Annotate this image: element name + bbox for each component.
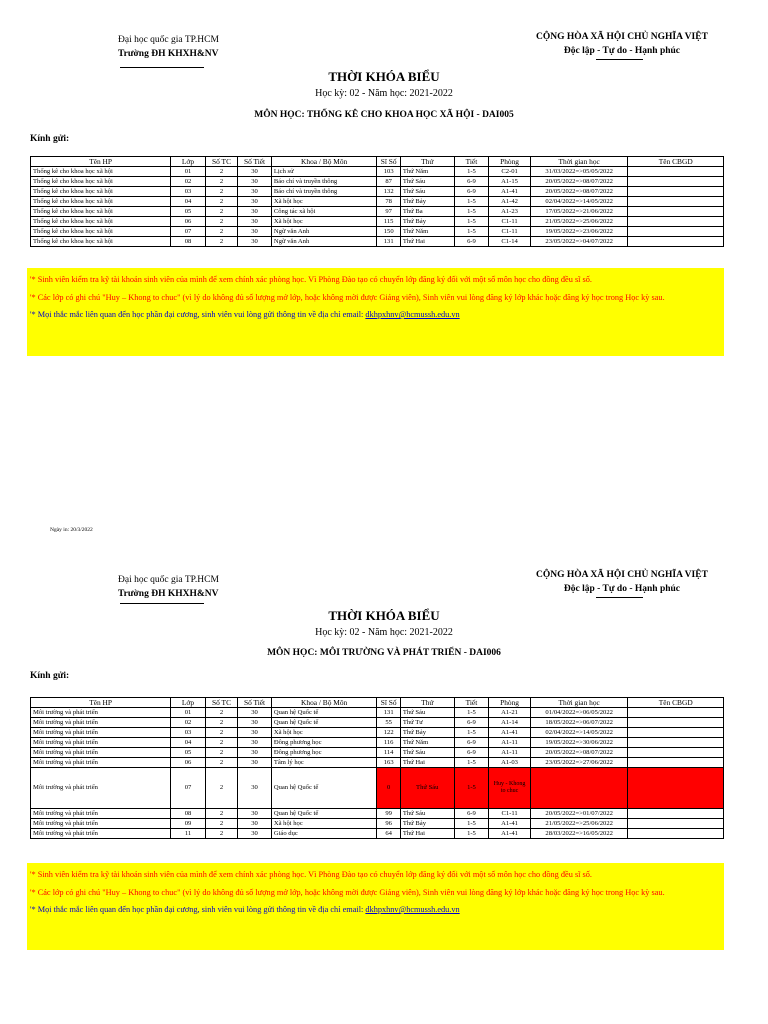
cell-lecturer	[628, 237, 724, 247]
header-credits: Số TC	[205, 157, 238, 167]
cell-periods: 30	[238, 768, 272, 809]
header-enrollment: Sĩ Số	[377, 698, 400, 708]
subject-title: MÔN HỌC: THỐNG KÊ CHO KHOA HỌC XÃ HỘI - DAI005	[254, 110, 514, 120]
cell-class: 09	[171, 819, 206, 829]
cell-weekday: Thứ Sáu	[400, 809, 454, 819]
cell-date-range	[530, 768, 628, 809]
cell-credits: 2	[205, 167, 238, 177]
cell-course-name: Môi trường và phát triển	[31, 748, 171, 758]
cell-class: 03	[171, 728, 206, 738]
cell-class: 06	[171, 758, 206, 768]
cell-lecturer	[628, 819, 724, 829]
greeting: Kính gửi:	[30, 134, 70, 144]
schedule-table	[30, 697, 724, 839]
cell-session: 6-9	[454, 718, 489, 728]
cell-class: 08	[171, 809, 206, 819]
university-name: Đại học quốc gia TP.HCM	[118, 35, 219, 45]
cell-room: C1-11	[489, 217, 531, 227]
cell-class: 04	[171, 738, 206, 748]
cell-lecturer	[628, 207, 724, 217]
cell-room: A1-41	[489, 187, 531, 197]
cell-periods: 30	[238, 718, 272, 728]
cell-date-range: 20/05/2022=>08/07/2022	[530, 748, 628, 758]
cell-class: 08	[171, 237, 206, 247]
table-row	[31, 829, 724, 839]
cell-lecturer	[628, 197, 724, 207]
cell-lecturer	[628, 809, 724, 819]
cell-session: 6-9	[454, 187, 489, 197]
cell-date-range: 21/05/2022=>25/06/2022	[530, 217, 628, 227]
cell-class: 11	[171, 829, 206, 839]
table-row	[31, 197, 724, 207]
cell-periods: 30	[238, 758, 272, 768]
cell-weekday: Thứ Năm	[400, 227, 454, 237]
country-name: CỘNG HÒA XÃ HỘI CHỦ NGHĨA VIỆT	[536, 570, 708, 580]
cell-lecturer	[628, 187, 724, 197]
cell-enrollment: 115	[377, 217, 400, 227]
cell-department: Xã hội học	[271, 197, 377, 207]
cell-enrollment: 114	[377, 748, 400, 758]
cell-class: 02	[171, 718, 206, 728]
notice-cancelled: '* Các lớp có ghi chú "Huy – Khong to chuc" (vì lý do không đủ số lượng mở lớp, hoặc không mời được Giảng viên), Sinh viên vui lòng đăng ký lớp khác hoặc đăng ký học trong Học kỳ sau.	[30, 887, 665, 897]
cell-room: A1-42	[489, 197, 531, 207]
cell-weekday: Thứ Tư	[400, 718, 454, 728]
notice-contact	[30, 905, 721, 916]
cell-session: 1-5	[454, 708, 489, 718]
cell-enrollment: 131	[377, 708, 400, 718]
cell-enrollment: 87	[377, 177, 400, 187]
cell-credits: 2	[205, 197, 238, 207]
table-row	[31, 758, 724, 768]
cell-credits: 2	[205, 207, 238, 217]
cell-course-name: Thống kê cho khoa học xã hội	[31, 167, 171, 177]
header-date-range: Thời gian học	[530, 157, 628, 167]
cell-credits: 2	[205, 758, 238, 768]
cell-date-range: 01/04/2022=>06/05/2022	[530, 708, 628, 718]
cell-class: 02	[171, 177, 206, 187]
cell-department: Báo chí và truyền thông	[271, 187, 377, 197]
email-link[interactable]: dkhpxhnv@hcmussh.edu.vn	[365, 905, 460, 914]
notice-contact-text: '* Mọi thắc mắc liên quan đến học phần đại cương, sinh viên vui lòng gửi thông tin về địa chỉ email:	[30, 905, 366, 914]
table-row	[31, 187, 724, 197]
cell-class: 03	[171, 187, 206, 197]
cell-periods: 30	[238, 207, 272, 217]
cell-enrollment: 64	[377, 829, 400, 839]
header-lecturer: Tên CBGD	[628, 698, 724, 708]
faculty-name: Trường ĐH KHXH&NV	[118, 49, 219, 59]
cell-credits: 2	[205, 708, 238, 718]
cell-session: 1-5	[454, 829, 489, 839]
cell-periods: 30	[238, 708, 272, 718]
print-date: Ngày in: 20/3/2022	[50, 527, 93, 533]
cell-session: 6-9	[454, 738, 489, 748]
cell-course-name: Môi trường và phát triển	[31, 758, 171, 768]
cell-course-name: Thống kê cho khoa học xã hội	[31, 237, 171, 247]
cell-course-name: Thống kê cho khoa học xã hội	[31, 227, 171, 237]
cell-session: 6-9	[454, 177, 489, 187]
cell-credits: 2	[205, 728, 238, 738]
table-row	[31, 227, 724, 237]
cell-session: 1-5	[454, 819, 489, 829]
notice-classroom: '* Sinh viên kiểm tra kỹ tài khoản sinh viên của mình để xem chính xác phòng học. Vì Phòng Đào tạo có chuyển lớp đăng ký đối với một số môn học cho đồng đều sĩ số.	[30, 275, 593, 284]
cell-room: A1-14	[489, 718, 531, 728]
header-weekday: Thứ	[400, 698, 454, 708]
notice-contact	[30, 310, 721, 321]
cell-date-range: 31/03/2022=>05/05/2022	[530, 167, 628, 177]
schedule-section-2	[0, 540, 768, 1024]
cell-course-name: Môi trường và phát triển	[31, 708, 171, 718]
cell-course-name: Thống kê cho khoa học xã hội	[31, 217, 171, 227]
cell-course-name: Môi trường và phát triển	[31, 738, 171, 748]
cell-weekday: Thứ Ba	[400, 207, 454, 217]
cell-department: Quan hệ Quốc tế	[271, 708, 377, 718]
cell-department: Quan hệ Quốc tế	[271, 768, 377, 809]
cell-room: A1-41	[489, 728, 531, 738]
cell-periods: 30	[238, 738, 272, 748]
cell-course-name: Môi trường và phát triển	[31, 718, 171, 728]
table-row	[31, 738, 724, 748]
cell-room: A1-15	[489, 177, 531, 187]
cell-enrollment: 122	[377, 728, 400, 738]
cell-lecturer	[628, 167, 724, 177]
motto: Độc lập - Tự do - Hạnh phúc	[563, 584, 681, 594]
cell-weekday: Thứ Sáu	[400, 177, 454, 187]
cell-session: 1-5	[454, 227, 489, 237]
header-lecturer: Tên CBGD	[628, 157, 724, 167]
cell-course-name: Thống kê cho khoa học xã hội	[31, 207, 171, 217]
cell-room: A1-41	[489, 819, 531, 829]
cell-session: 6-9	[454, 237, 489, 247]
schedule-table	[30, 156, 724, 247]
cell-session: 1-5	[454, 768, 489, 809]
header-room: Phòng	[489, 157, 531, 167]
cell-course-name: Thống kê cho khoa học xã hội	[31, 177, 171, 187]
cell-enrollment: 116	[377, 738, 400, 748]
notice-cancelled: '* Các lớp có ghi chú "Huy – Khong to chuc" (vì lý do không đủ số lượng mở lớp, hoặc không mời được Giảng viên), Sinh viên vui lòng đăng ký lớp khác hoặc đăng ký học trong Học kỳ sau.	[30, 292, 665, 302]
cell-periods: 30	[238, 829, 272, 839]
cell-course-name: Thống kê cho khoa học xã hội	[31, 187, 171, 197]
national-motto-header	[536, 30, 708, 58]
cell-department: Quan hệ Quốc tế	[271, 718, 377, 728]
cell-class: 01	[171, 708, 206, 718]
cell-department: Xã hội học	[271, 217, 377, 227]
cell-lecturer	[628, 227, 724, 237]
cell-class: 05	[171, 748, 206, 758]
cell-course-name: Môi trường và phát triển	[31, 809, 171, 819]
cell-lecturer	[628, 738, 724, 748]
cell-lecturer	[628, 718, 724, 728]
faculty-name: Trường ĐH KHXH&NV	[118, 589, 219, 599]
header-credits: Số TC	[205, 698, 238, 708]
cell-date-range: 23/05/2022=>27/06/2022	[530, 758, 628, 768]
table-row	[31, 819, 724, 829]
header-date-range: Thời gian học	[530, 698, 628, 708]
cell-course-name: Thống kê cho khoa học xã hội	[31, 197, 171, 207]
cell-date-range: 21/05/2022=>25/06/2022	[530, 819, 628, 829]
email-link[interactable]: dkhpxhnv@hcmussh.edu.vn	[365, 310, 460, 319]
cell-session: 1-5	[454, 728, 489, 738]
notice-classroom: '* Sinh viên kiểm tra kỹ tài khoản sinh viên của mình để xem chính xác phòng học. Vì Phòng Đào tạo có chuyển lớp đăng ký đối với một số môn học cho đồng đều sĩ số.	[30, 870, 593, 879]
cell-room: A1-41	[489, 829, 531, 839]
cell-class: 06	[171, 217, 206, 227]
cell-department: Công tác xã hội	[271, 207, 377, 217]
cell-weekday: Thứ Hai	[400, 829, 454, 839]
cell-course-name: Môi trường và phát triển	[31, 728, 171, 738]
table-header-row	[31, 157, 724, 167]
cell-room: C1-11	[489, 227, 531, 237]
cell-periods: 30	[238, 197, 272, 207]
table-row	[31, 718, 724, 728]
cell-weekday: Thứ Bảy	[400, 728, 454, 738]
cell-weekday: Thứ Sáu	[400, 748, 454, 758]
cell-date-range: 20/05/2022=>08/07/2022	[530, 187, 628, 197]
cell-department: Giáo dục	[271, 829, 377, 839]
cell-date-range: 19/05/2022=>30/06/2022	[530, 738, 628, 748]
greeting: Kính gửi:	[30, 671, 70, 681]
university-header	[118, 33, 219, 61]
cell-room: C2-01	[489, 167, 531, 177]
cell-lecturer	[628, 829, 724, 839]
table-row	[31, 177, 724, 187]
notice-contact-text: '* Mọi thắc mắc liên quan đến học phần đại cương, sinh viên vui lòng gửi thông tin về địa chỉ email:	[30, 310, 366, 319]
cell-weekday: Thứ Bảy	[400, 217, 454, 227]
table-row	[31, 217, 724, 227]
motto-underline	[596, 59, 643, 60]
cell-lecturer	[628, 758, 724, 768]
cell-periods: 30	[238, 187, 272, 197]
cell-date-range: 17/05/2022=>21/06/2022	[530, 207, 628, 217]
cell-periods: 30	[238, 819, 272, 829]
cell-department: Lịch sử	[271, 167, 377, 177]
cell-credits: 2	[205, 768, 238, 809]
cell-lecturer	[628, 748, 724, 758]
motto-underline	[596, 597, 643, 598]
cell-department: Ngữ văn Anh	[271, 237, 377, 247]
cell-lecturer	[628, 177, 724, 187]
header-department: Khoa / Bộ Môn	[271, 698, 377, 708]
cell-enrollment: 99	[377, 809, 400, 819]
cell-credits: 2	[205, 829, 238, 839]
subject-title: MÔN HỌC: MÔI TRƯỜNG VÀ PHÁT TRIỂN - DAI006	[267, 648, 501, 658]
cell-credits: 2	[205, 227, 238, 237]
cell-session: 1-5	[454, 217, 489, 227]
cell-weekday: Thứ Bảy	[400, 819, 454, 829]
university-name: Đại học quốc gia TP.HCM	[118, 575, 219, 585]
cell-department: Quan hệ Quốc tế	[271, 809, 377, 819]
header-periods: Số Tiết	[238, 157, 272, 167]
cell-date-range: 02/04/2022=>14/05/2022	[530, 197, 628, 207]
cell-periods: 30	[238, 237, 272, 247]
cell-enrollment: 97	[377, 207, 400, 217]
cell-session: 6-9	[454, 809, 489, 819]
header-class: Lớp	[171, 698, 206, 708]
table-row	[31, 167, 724, 177]
cell-room: A1-11	[489, 738, 531, 748]
cell-weekday: Thứ Sáu	[400, 768, 454, 809]
cell-class: 05	[171, 207, 206, 217]
cell-weekday: Thứ Sáu	[400, 187, 454, 197]
cell-weekday: Thứ Bảy	[400, 197, 454, 207]
cell-department: Báo chí và truyền thông	[271, 177, 377, 187]
cell-credits: 2	[205, 718, 238, 728]
header-session: Tiết	[454, 698, 489, 708]
cell-date-range: 19/05/2022=>23/06/2022	[530, 227, 628, 237]
cell-periods: 30	[238, 227, 272, 237]
header-class: Lớp	[171, 157, 206, 167]
cell-enrollment: 132	[377, 187, 400, 197]
cell-department: Đông phương học	[271, 748, 377, 758]
cell-lecturer	[628, 217, 724, 227]
cell-room: A1-21	[489, 708, 531, 718]
cell-department: Tâm lý học	[271, 758, 377, 768]
cell-periods: 30	[238, 217, 272, 227]
national-motto-header	[536, 568, 708, 596]
header-underline	[120, 67, 204, 68]
cell-credits: 2	[205, 748, 238, 758]
cell-department: Ngữ văn Anh	[271, 227, 377, 237]
cell-periods: 30	[238, 748, 272, 758]
header-underline	[120, 603, 204, 604]
cell-course-name: Môi trường và phát triển	[31, 819, 171, 829]
cell-weekday: Thứ Hai	[400, 758, 454, 768]
cell-enrollment: 0	[377, 768, 400, 809]
header-session: Tiết	[454, 157, 489, 167]
cell-department: Xã hội học	[271, 728, 377, 738]
cell-class: 07	[171, 768, 206, 809]
cell-session: 1-5	[454, 167, 489, 177]
header-enrollment: Sĩ Số	[377, 157, 400, 167]
cell-periods: 30	[238, 809, 272, 819]
page-title: THỜI KHÓA BIỂU	[328, 69, 440, 84]
cell-lecturer	[628, 728, 724, 738]
cell-date-range: 02/04/2022=>14/05/2022	[530, 728, 628, 738]
cell-credits: 2	[205, 237, 238, 247]
cell-enrollment: 55	[377, 718, 400, 728]
cell-course-name: Môi trường và phát triển	[31, 829, 171, 839]
cell-class: 07	[171, 227, 206, 237]
cell-credits: 2	[205, 187, 238, 197]
cell-room: A1-23	[489, 207, 531, 217]
cell-date-range: 20/05/2022=>01/07/2022	[530, 809, 628, 819]
cell-department: Xã hội học	[271, 819, 377, 829]
table-row	[31, 809, 724, 819]
table-row	[31, 748, 724, 758]
cell-weekday: Thứ Năm	[400, 167, 454, 177]
cell-lecturer	[628, 708, 724, 718]
cell-credits: 2	[205, 217, 238, 227]
cell-credits: 2	[205, 819, 238, 829]
table-header-row	[31, 698, 724, 708]
cell-enrollment: 96	[377, 819, 400, 829]
table-row	[31, 768, 724, 809]
table-row	[31, 728, 724, 738]
table-row	[31, 207, 724, 217]
page-title: THỜI KHÓA BIỂU	[328, 608, 440, 623]
country-name: CỘNG HÒA XÃ HỘI CHỦ NGHĨA VIỆT	[536, 32, 708, 42]
cell-enrollment: 163	[377, 758, 400, 768]
cell-date-range: 18/05/2022=>06/07/2022	[530, 718, 628, 728]
cell-credits: 2	[205, 809, 238, 819]
header-periods: Số Tiết	[238, 698, 272, 708]
cell-room: C1-14	[489, 237, 531, 247]
cell-session: 1-5	[454, 197, 489, 207]
cell-session: 1-5	[454, 758, 489, 768]
university-header	[118, 573, 219, 601]
cell-credits: 2	[205, 177, 238, 187]
notice-box	[27, 268, 724, 356]
cell-department: Đông phương học	[271, 738, 377, 748]
cell-session: 1-5	[454, 207, 489, 217]
cell-credits: 2	[205, 738, 238, 748]
cell-room: A1-11	[489, 748, 531, 758]
cell-course-name: Môi trường và phát triển	[31, 768, 171, 809]
cell-room: A1-03	[489, 758, 531, 768]
cell-enrollment: 103	[377, 167, 400, 177]
cell-weekday: Thứ Năm	[400, 738, 454, 748]
semester-info: Học kỳ: 02 - Năm học: 2021-2022	[315, 88, 453, 99]
cell-periods: 30	[238, 167, 272, 177]
cell-session: 6-9	[454, 748, 489, 758]
motto: Độc lập - Tự do - Hạnh phúc	[563, 46, 681, 56]
cell-enrollment: 150	[377, 227, 400, 237]
semester-info: Học kỳ: 02 - Năm học: 2021-2022	[315, 627, 453, 638]
cell-periods: 30	[238, 728, 272, 738]
notice-box	[27, 863, 724, 950]
cell-weekday: Thứ Hai	[400, 237, 454, 247]
cell-room: Huy - Khong to chuc	[489, 768, 531, 809]
header-weekday: Thứ	[400, 157, 454, 167]
cell-class: 01	[171, 167, 206, 177]
cell-date-range: 28/03/2022=>16/05/2022	[530, 829, 628, 839]
cell-enrollment: 78	[377, 197, 400, 207]
cell-periods: 30	[238, 177, 272, 187]
table-row	[31, 708, 724, 718]
cell-room: C1-11	[489, 809, 531, 819]
cell-class: 04	[171, 197, 206, 207]
cell-date-range: 20/05/2022=>08/07/2022	[530, 177, 628, 187]
cell-enrollment: 131	[377, 237, 400, 247]
cell-date-range: 23/05/2022=>04/07/2022	[530, 237, 628, 247]
header-room: Phòng	[489, 698, 531, 708]
cell-weekday: Thứ Sáu	[400, 708, 454, 718]
header-course-name: Tên HP	[31, 698, 171, 708]
header-department: Khoa / Bộ Môn	[271, 157, 377, 167]
header-course-name: Tên HP	[31, 157, 171, 167]
cell-lecturer	[628, 768, 724, 809]
table-row	[31, 237, 724, 247]
